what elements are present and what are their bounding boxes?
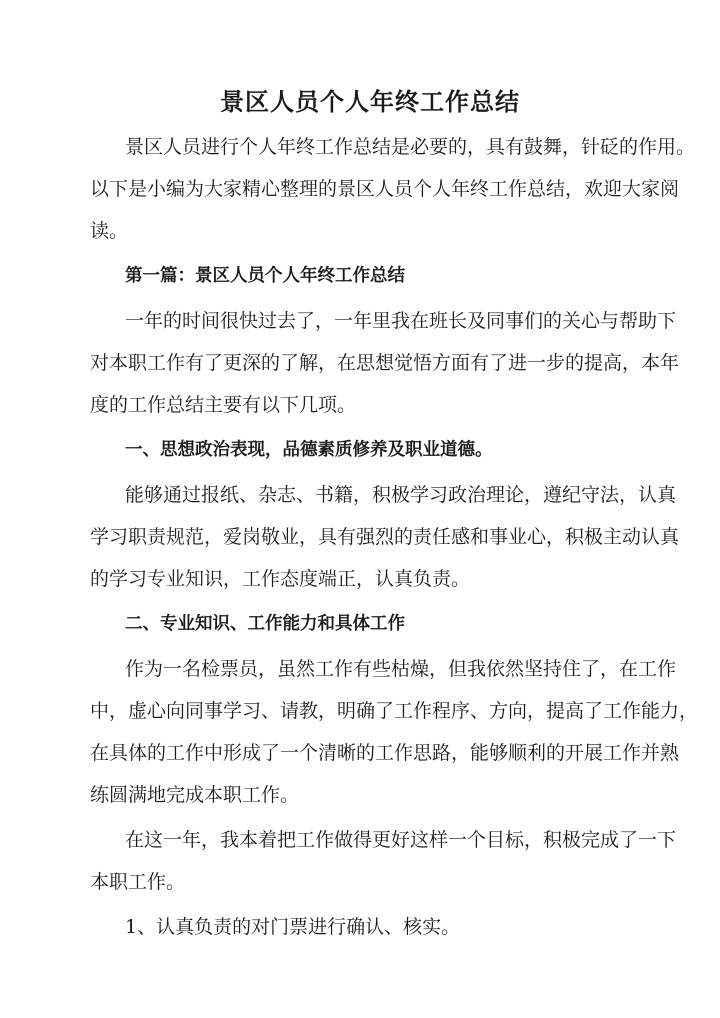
text-line: 对本职工作有了更深的了解，在思想觉悟方面有了进一步的提高，本年 [90, 352, 680, 374]
text-line: 景区人员进行个人年终工作总结是必要的，具有鼓舞，针砭的作用。 [125, 136, 696, 158]
section-heading [90, 255, 650, 297]
paragraph [90, 906, 650, 948]
text-line: 本职工作。 [90, 871, 186, 893]
paragraph [90, 126, 696, 252]
paragraph [90, 300, 680, 426]
text-line: 学习职责规范，爱岗敬业，具有强烈的责任感和事业心，积极主动认真 [90, 526, 680, 548]
document-title: 景区人员个人年终工作总结 [220, 87, 520, 116]
text-line: 度的工作总结主要有以下几项。 [90, 394, 357, 416]
paragraph [90, 819, 677, 903]
text-line: 在这一年，我本着把工作做得更好这样一个目标，积极完成了一下 [125, 829, 677, 851]
text-line: 的学习专业知识，工作态度端正，认真负责。 [90, 568, 471, 590]
text-line: 中，虚心向同事学习、请教，明确了工作程序、方向，提高了工作能力， [90, 700, 699, 722]
section-heading [90, 603, 650, 645]
text-line: 练圆满地完成本职工作。 [90, 784, 300, 806]
section-heading [90, 429, 650, 471]
text-line: 二、专业知识、工作能力和具体工作 [125, 614, 405, 634]
document-page [90, 82, 699, 948]
document-body [90, 126, 699, 948]
paragraph [90, 648, 699, 816]
text-line: 一、思想政治表现，品德素质修养及职业道德。 [125, 440, 493, 460]
text-line: 能够通过报纸、杂志、书籍，积极学习政治理论，遵纪守法，认真 [125, 484, 677, 506]
paragraph [90, 474, 680, 600]
text-line: 以下是小编为大家精心整理的景区人员个人年终工作总结，欢迎大家阅 [90, 178, 680, 200]
text-line: 1、认真负责的对门票进行确认、核实。 [125, 916, 461, 938]
text-line: 第一篇：景区人员个人年终工作总结 [125, 266, 405, 286]
text-line: 读。 [90, 220, 129, 242]
text-line: 在具体的工作中形成了一个清晰的工作思路，能够顺利的开展工作并熟 [90, 742, 680, 764]
text-line: 作为一名检票员，虽然工作有些枯燥，但我依然坚持住了，在工作 [125, 658, 677, 680]
text-line: 一年的时间很快过去了，一年里我在班长及同事们的关心与帮助下 [125, 310, 677, 332]
